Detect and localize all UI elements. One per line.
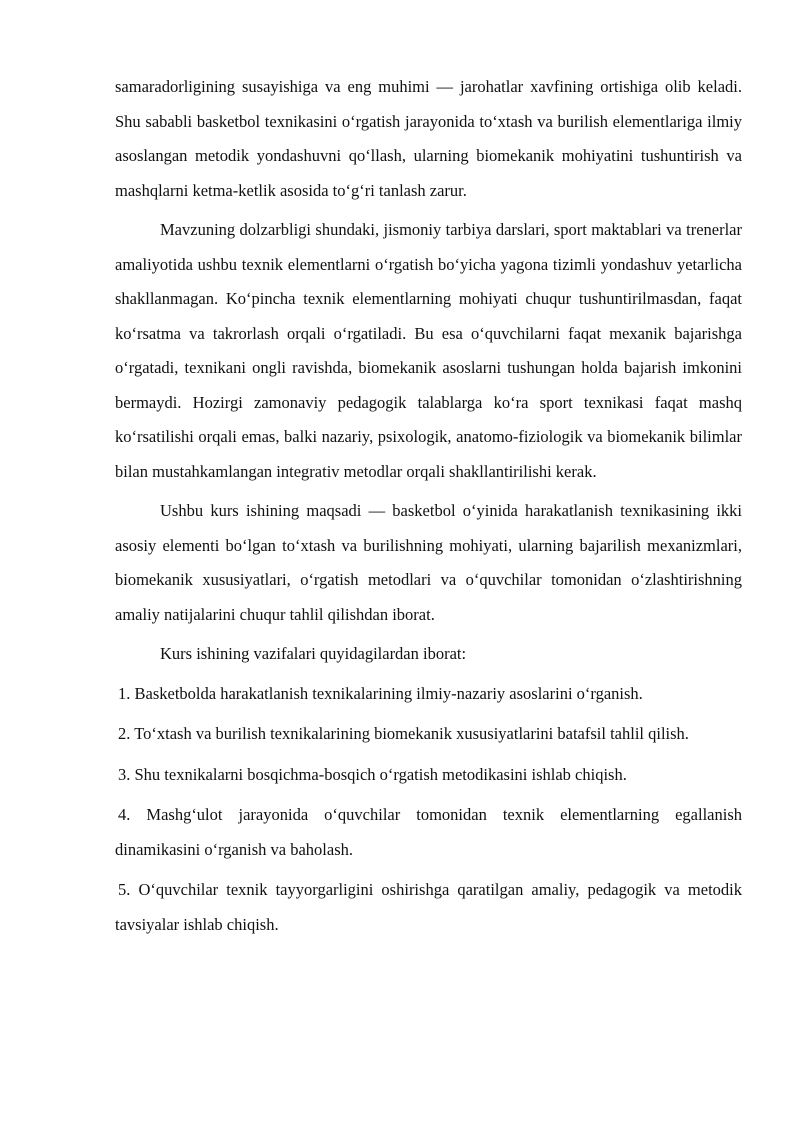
paragraph-relevance: Mavzuning dolzarbligi shundaki, jismoniy tarbiya darslari, sport maktablari va trenerlar amaliyotida ushbu texnik elementlarni o‘rgatish bo‘yicha yagona tizimli yondashuv yetarlicha shakllanmagan. Ko‘pincha texnik elementlarning mohiyati chuqur tushuntirilmasdan, faqat ko‘rsatma va takrorlash orqali o‘rgatiladi. Bu esa o‘quvchilarni faqat mexanik bajarishga o‘rgatadi, texnikani ongli ravishda, biomekanik asoslarni tushungan holda bajarish imkonini bermaydi. Hozirgi zamonaviy pedagogik talablarga ko‘ra sport texnikasi faqat mashq ko‘rsatilishi orqali emas, balki nazariy, psixologik, anatomo-fiziologik va biomekanik bilimlar bilan mustahkamlangan integrativ metodlar orqali shakllantirilishi kerak. (115, 220, 742, 481)
paragraph-tasks-intro: Kurs ishining vazifalari quyidagilardan iborat: (160, 644, 467, 663)
list-item: 3. Shu texnikalarni bosqichma-bosqich o‘rgatish metodikasini ishlab chiqish. (118, 764, 627, 784)
paragraph-continuation: samaradorligining susayishiga va eng muhimi — jarohatlar xavfining ortishiga olib keladi. Shu sababli basketbol texnikasini o‘rgatish jarayonida to‘xtash va burilish elementlariga ilmiy asoslangan metodik yondashuvni qo‘llash, ularning biomekanik mohiyatini tushuntirish va mashqlarni ketma-ketlik asosida to‘g‘ri tanlash zarur. (115, 77, 742, 200)
list-item: 4. Mashg‘ulot jarayonida o‘quvchilar tomonidan texnik elementlarning egallanish dinamikasini o‘rganish va baholash. (115, 805, 742, 859)
task-list (115, 677, 742, 943)
list-item: 2. To‘xtash va burilish texnikalarining biomekanik xususiyatlarini batafsil tahlil qilish. (118, 724, 689, 743)
document-page (115, 70, 742, 948)
list-item: 5. O‘quvchilar texnik tayyorgarligini oshirishga qaratilgan amaliy, pedagogik va metodik tavsiyalar ishlab chiqish. (115, 880, 742, 934)
list-item: 1. Basketbolda harakatlanish texnikalarining ilmiy-nazariy asoslarini o‘rganish. (118, 683, 643, 703)
paragraph-goal: Ushbu kurs ishining maqsadi — basketbol o‘yinida harakatlanish texnikasining ikki asosiy elementi bo‘lgan to‘xtash va burilishning mohiyati, ularning bajarilish mexanizmlari, biomekanik xususiyatlari, o‘rgatish metodlari va o‘quvchilar tomonidan o‘zlashtirishning amaliy natijalarini chuqur tahlil qilishdan iborat. (115, 501, 742, 624)
